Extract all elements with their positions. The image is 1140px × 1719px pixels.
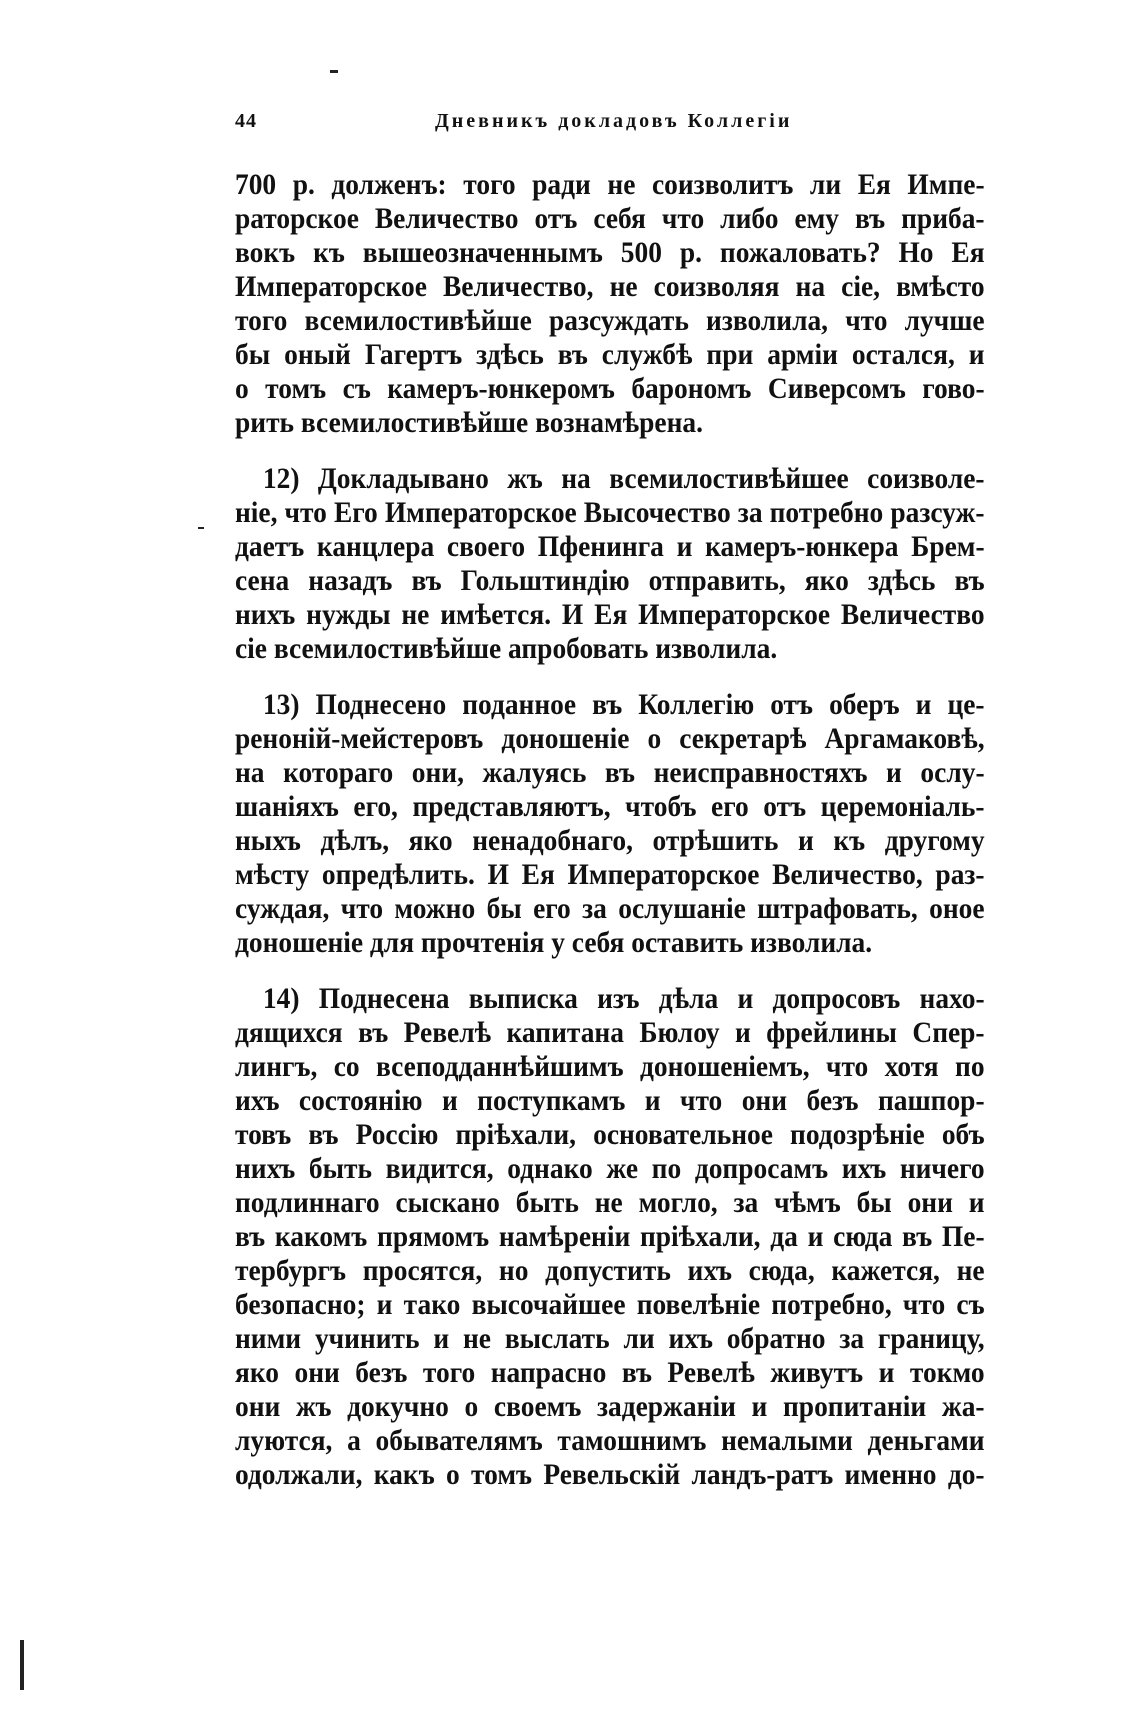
text-line: нихъ нужды не имѣется. И Ея Императорское Величество bbox=[235, 599, 985, 631]
text-line: ихъ состоянiю и поступкамъ и что они безъ пашпор- bbox=[235, 1085, 985, 1117]
text-line: о томъ съ камеръ-юнкеромъ барономъ Сиверсомъ гово- bbox=[235, 373, 985, 405]
text-line: яко они безъ того напрасно въ Ревелѣ живутъ и токмо bbox=[235, 1357, 985, 1389]
paragraph-1 bbox=[235, 168, 985, 440]
text-line: раторское Величество отъ себя что либо ему въ приба- bbox=[235, 203, 985, 235]
text-line: лингъ, со всеподданнѣйшимъ доношенiемъ, что хотя по bbox=[235, 1051, 985, 1083]
page-header bbox=[235, 110, 995, 140]
text-line: ныхъ дѣлъ, яко ненадобнаго, отрѣшить и къ другому bbox=[235, 825, 985, 857]
text-line: въ какомъ прямомъ намѣренiи прiѣхали, да и сюда въ Пе- bbox=[235, 1221, 985, 1253]
text-line: 12) Докладывано жъ на всемилостивѣйшее соизволе- bbox=[262, 463, 985, 495]
text-line: суждая, что можно бы его за ослушанiе штрафовать, оное bbox=[235, 893, 985, 925]
text-line: шанiяхъ его, представляютъ, чтобъ его отъ церемонiаль- bbox=[235, 791, 985, 823]
text-line: мѣсту опредѣлить. И Ея Императорское Величество, раз- bbox=[235, 859, 985, 891]
text-line: нiе, что Его Императорское Высочество за потребно разсуж- bbox=[235, 497, 985, 529]
text-line: они жъ докучно о своемъ задержанiи и пропитанiи жа- bbox=[235, 1391, 985, 1423]
text-line: ними учинить и не выслать ли ихъ обратно за границу, bbox=[235, 1323, 985, 1355]
text-line: рить всемилостивѣйше вознамѣрена. bbox=[235, 407, 703, 439]
text-line: товъ въ Россiю прiѣхали, основательное подозрѣнiе объ bbox=[235, 1119, 985, 1151]
text-line: дящихся въ Ревелѣ капитана Бюлоу и фрейлины Спер- bbox=[235, 1017, 985, 1049]
text-line: того всемилостивѣйше разсуждать изволила, что лучше bbox=[235, 305, 985, 337]
text-line: тербургъ просятся, но допустить ихъ сюда, кажется, не bbox=[235, 1255, 985, 1287]
scan-speck bbox=[20, 1640, 24, 1690]
text-line: даетъ канцлера своего Пфенинга и камеръ-юнкера Брем- bbox=[235, 531, 985, 563]
paragraph-14 bbox=[235, 982, 985, 1492]
text-line: 13) Поднесено поданное въ Коллегiю отъ оберъ и це- bbox=[262, 689, 985, 721]
text-line: Императорское Величество, не соизволяя на сiе, вмѣсто bbox=[235, 271, 985, 303]
text-line: сiе всемилостивѣйше апробовать изволила. bbox=[235, 633, 778, 665]
text-line: 14) Поднесена выписка изъ дѣла и допросовъ нахо- bbox=[262, 983, 985, 1015]
text-line: вокъ къ вышеозначеннымъ 500 р. пожаловать? Но Ея bbox=[235, 237, 985, 269]
text-line: подлиннаго сыскано быть не могло, за чѣмъ бы они и bbox=[235, 1187, 985, 1219]
text-line: одолжали, какъ о томъ Ревельскiй ландъ-ратъ именно до- bbox=[235, 1459, 985, 1491]
text-line: луются, а обывателямъ тамошнимъ немалыми деньгами bbox=[235, 1425, 985, 1457]
text-line: ренонiй-мейстеровъ доношенiе о секретарѣ Аргамаковѣ, bbox=[235, 723, 985, 755]
body-text bbox=[235, 168, 985, 1492]
text-line: 700 р. долженъ: того ради не соизволитъ ли Ея Импе- bbox=[235, 169, 985, 201]
paragraph-12 bbox=[235, 462, 985, 666]
running-title: Дневникъ докладовъ Коллегiи bbox=[435, 110, 793, 132]
scan-speck bbox=[330, 70, 338, 73]
text-line: безопасно; и тако высочайшее повелѣнiе потребно, что съ bbox=[235, 1289, 985, 1321]
text-line: на котораго они, жалуясь въ неисправностяхъ и ослу- bbox=[235, 757, 985, 789]
text-line: бы оный Гагертъ здѣсь въ службѣ при армiи остался, и bbox=[235, 339, 985, 371]
scan-speck bbox=[198, 527, 204, 529]
text-line: нихъ быть видится, однако же по допросамъ ихъ ничего bbox=[235, 1153, 985, 1185]
text-line: доношенiе для прочтенiя у себя оставить изволила. bbox=[235, 927, 873, 959]
paragraph-13 bbox=[235, 688, 985, 960]
page-number: 44 bbox=[235, 110, 257, 132]
text-line: сена назадъ въ Гольштиндiю отправить, яко здѣсь въ bbox=[235, 565, 985, 597]
